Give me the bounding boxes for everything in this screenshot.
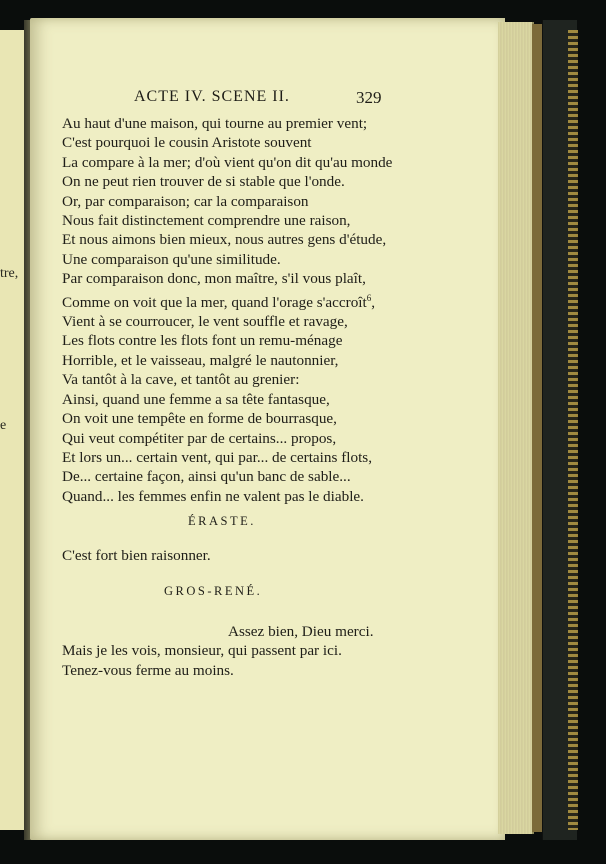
speaker-gros-rene: GROS-RENÉ. <box>164 584 263 598</box>
page-edges <box>498 22 534 834</box>
dialogue-line: C'est fort bien raisonner. <box>62 547 211 564</box>
verse-line: On ne peut rien trouver de si stable que l'onde. <box>62 173 345 191</box>
footnote-marker: 6 <box>366 292 372 303</box>
verse-line: Or, par comparaison; car la comparaison <box>62 192 309 210</box>
verse-line: Et nous aimons bien mieux, nous autres gens d'étude, <box>62 231 387 249</box>
verse-line: La compare à la mer; d'où vient qu'on dit qu'au monde <box>62 153 393 171</box>
verse-line: De... certaine façon, ainsi qu'un banc de sable... <box>62 468 351 486</box>
verse-line: Comme on voit que la mer, quand l'orage s'accroît <box>62 293 367 311</box>
left-page-fragment: tre, <box>0 266 19 281</box>
verse-line: Qui veut compétiter par de certains... propos, <box>62 429 337 447</box>
cover-gilt-border <box>568 30 578 830</box>
verse-line: Et lors un... certain vent, qui par... de certains flots, <box>62 448 372 466</box>
verse-line: Quand... les femmes enfin ne valent pas le diable. <box>62 487 364 505</box>
page-edge-gilt <box>532 24 542 832</box>
verse-line: Les flots contre les flots font un remu-ménage <box>62 332 343 350</box>
verse-line: On voit une tempête en forme de bourrasque, <box>62 410 337 428</box>
verse-line: Une comparaison qu'une similitude. <box>62 250 281 268</box>
verse-line: Nous fait distinctement comprendre une raison, <box>62 212 351 230</box>
verse-line: Vient à se courroucer, le vent souffle et ravage, <box>62 313 348 331</box>
verse-block <box>62 114 502 506</box>
verse-line-with-note: Comme on voit que la mer, quand l'orage s'accroît$^6$, <box>62 292 376 311</box>
speaker-eraste: ÉRASTE. <box>188 514 256 528</box>
verse-line: C'est pourquoi le cousin Aristote souvent <box>62 134 312 152</box>
verse-line: Au haut d'une maison, qui tourne au premier vent; <box>62 115 368 132</box>
left-page-fragment: e <box>0 418 7 433</box>
dialogue-line: Mais je les vois, monsieur, qui passent par ici. <box>62 642 342 659</box>
verse-line: Va tantôt à la cave, et tantôt au grenier: <box>62 371 300 389</box>
left-page-edge <box>0 30 25 830</box>
verse-line: Ainsi, quand une femme a sa tête fantasque, <box>62 390 330 408</box>
dialogue-line: Assez bien, Dieu merci. <box>228 623 374 640</box>
running-title: ACTE IV. SCENE II. <box>134 88 290 105</box>
dialogue-line: Tenez-vous ferme au moins. <box>62 662 234 679</box>
page-number: 329 <box>356 88 382 107</box>
verse-line: Horrible, et le vaisseau, malgré le nautonnier, <box>62 351 339 369</box>
verse-line: Par comparaison donc, mon maître, s'il vous plaît, <box>62 270 366 288</box>
